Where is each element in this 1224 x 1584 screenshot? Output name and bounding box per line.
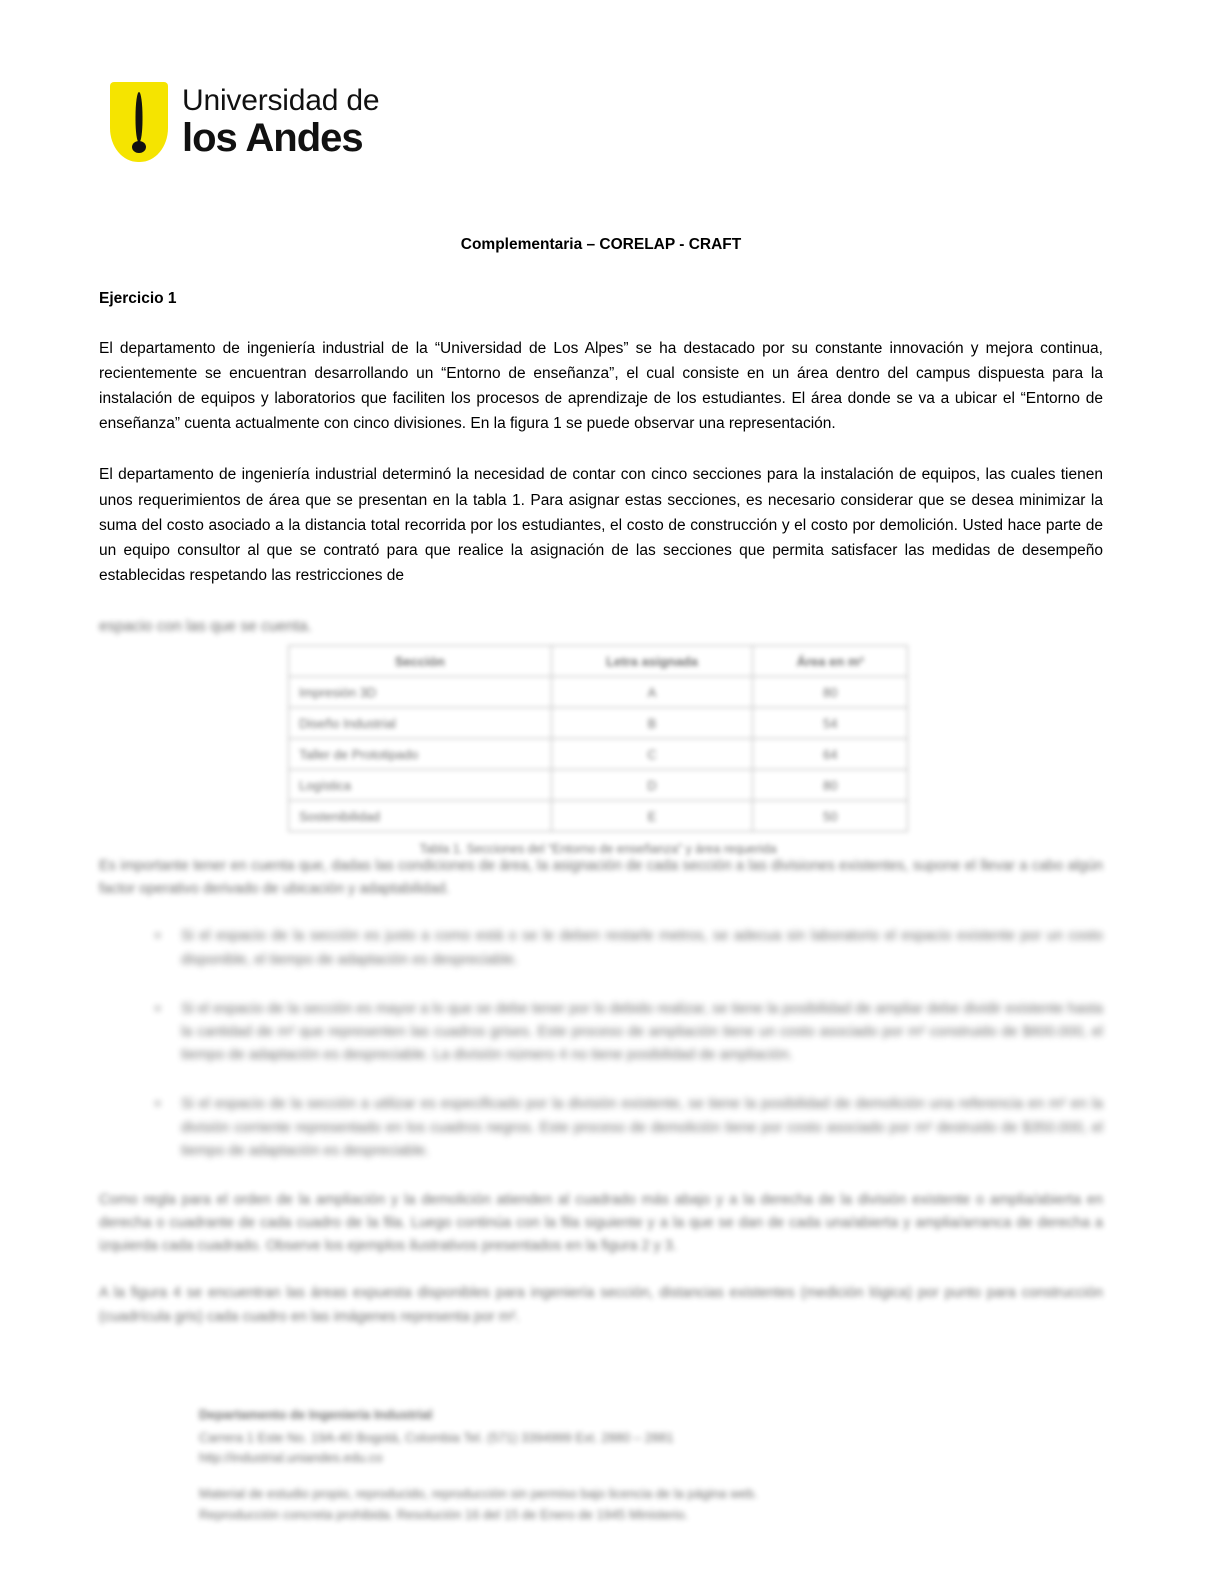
footer-address: Carrera 1 Este No. 19A-40 Bogotá, Colombia Tel. (571) 3394999 Ext. 2880 – 2881	[199, 1430, 674, 1446]
logo-wordmark	[182, 86, 379, 158]
footer-note-1: Material de estudio propio, reproducido, reproducción sin permiso bajo licencia de la página web.	[199, 1486, 758, 1502]
table-row	[289, 801, 908, 832]
table-row	[289, 770, 908, 801]
table-cell: Taller de Prototipado	[289, 739, 552, 770]
logo-line-1: Universidad de	[182, 84, 380, 117]
table-header-cell: Sección	[289, 646, 552, 677]
table-cell: C	[551, 739, 753, 770]
table-header-row	[289, 646, 908, 677]
table-cell: E	[551, 801, 753, 832]
table-row	[289, 708, 908, 739]
document-content	[99, 236, 1103, 665]
requirements-table-wrapper	[288, 645, 908, 856]
paragraph-1: El departamento de ingeniería industrial de la “Universidad de Los Alpes” se ha destacado por su constante innovación y mejora continua, recientemente se encuentran desarrollando un “Entorno de enseñanza”, el cual consiste en un área dentro del campus dispuesta para la instalación de equipos y laboratorios que faciliten los procesos de aprendizaje de los estudiantes. El área donde se va a ubicar el “Entorno de enseñanza” cuenta actualmente con cinco divisiones. En la figura 1 se puede observar una representación.	[99, 340, 1103, 433]
paragraph-2: El departamento de ingeniería industrial determinó la necesidad de contar con cinco secciones para la instalación de equipos, las cuales tienen unos requerimientos de área que se presentan en la tabla 1. Para asignar estas secciones, es necesario considerar que se desea minimizar la suma del costo asociado a la distancia total recorrida por los estudiantes, el costo de construcción y el costo por demolición. Usted hace parte de un equipo consultor al que se contrató para que realice la asignación de las secciones que permita satisfacer las medidas de desempeño establecidas respetando las restricciones de	[99, 466, 1103, 584]
university-logo	[110, 82, 379, 162]
table-cell: Sostenibilidad	[289, 801, 552, 832]
paragraph-2-tail: espacio con las que se cuenta.	[99, 617, 312, 635]
list-item: ▪ Si el espacio de la sección es mayor a lo que se debe tener por lo debido realizar, se tiene la posibilidad de ampliar debe dividir existente hasta la cantidad de m² que representen las cuadros grises. Este proceso de ampliación tiene un costo asociado por m² construido de $600.000, el tiempo de adaptación es despreciable. La división número 4 no tiene posibilidad de ampliación.	[99, 998, 1103, 1068]
lower-content	[99, 855, 1103, 1353]
requirements-table	[288, 645, 908, 832]
list-item: ▪ Si el espacio de la sección es justo a como está o se le deben restarle metros, se adecua sin laboratorio el espacio existente por un costo disponible, el tiempo de adaptación es despreciable.	[99, 925, 1103, 971]
table-cell: 80	[753, 677, 908, 708]
document-title: Complementaria – CORELAP - CRAFT	[460, 236, 742, 253]
table-caption: Tabla 1. Secciones del “Entorno de enseñanza” y área requerida	[419, 842, 777, 856]
table-header-cell: Área en m²	[753, 646, 908, 677]
logo-line-2: los Andes	[182, 116, 363, 160]
page-footer	[199, 1405, 959, 1525]
table-cell: Diseño Industrial	[289, 708, 552, 739]
footer-department: Departamento de Ingeniería Industrial	[199, 1407, 433, 1422]
closing-paragraph-1: Como regla para el orden de la ampliación y la demolición atienden al cuadrado más abajo y a la derecha de la división existente o amplia/abierta en derecha o cuadrante de cada cuadro de la fila. Luego continúa con la fila siguiente y a la que se dan de cada una/abierta y amplia/arranca de derecha a izquierda cada cuadrado. Observe los ejemplos ilustrativos presentados en la figura 2 y 3.	[99, 1191, 1103, 1255]
table-cell: 64	[753, 739, 908, 770]
table-cell: Logística	[289, 770, 552, 801]
section-title: Ejercicio 1	[99, 290, 177, 307]
footer-note-2: Reproducción concreta prohibida. Resolución 16 del 15 de Enero de 1945 Ministerio.	[199, 1506, 689, 1522]
table-cell: 50	[753, 801, 908, 832]
table-row	[289, 677, 908, 708]
table-cell: D	[551, 770, 753, 801]
shield-icon	[110, 82, 168, 162]
table-header-cell: Letra asignada	[551, 646, 753, 677]
table-cell: 80	[753, 770, 908, 801]
table-cell: B	[551, 708, 753, 739]
table-cell: Impresión 3D	[289, 677, 552, 708]
conditions-list	[99, 925, 1103, 1163]
list-item: ▪ Si el espacio de la sección a utilizar es especificado por la división existente, se tiene la posibilidad de demolición una referencia en m² en la división corriente representado en los cuadros negros. Este proceso de demolición tiene por costo asociado por m² destruido de $350.000, el tiempo de adaptación es despreciable.	[99, 1093, 1103, 1163]
table-row	[289, 739, 908, 770]
closing-paragraph-2: A la figura 4 se encuentran las áreas expuesta disponibles para ingeniería sección, distancias existentes (medición lógica) por punto para construcción (cuadrícula gris) cada cuadro en las imágenes representa por m².	[99, 1285, 1103, 1325]
table-cell: A	[551, 677, 753, 708]
footer-url: http://industrial.uniandes.edu.co	[199, 1450, 383, 1466]
lower-intro-paragraph: Es importante tener en cuenta que, dadas las condiciones de área, la asignación de cada sección a las divisiones existentes, supone el llevar a cabo algún factor operativo derivado de ubicación y adaptabilidad.	[99, 858, 1103, 898]
table-cell: 54	[753, 708, 908, 739]
